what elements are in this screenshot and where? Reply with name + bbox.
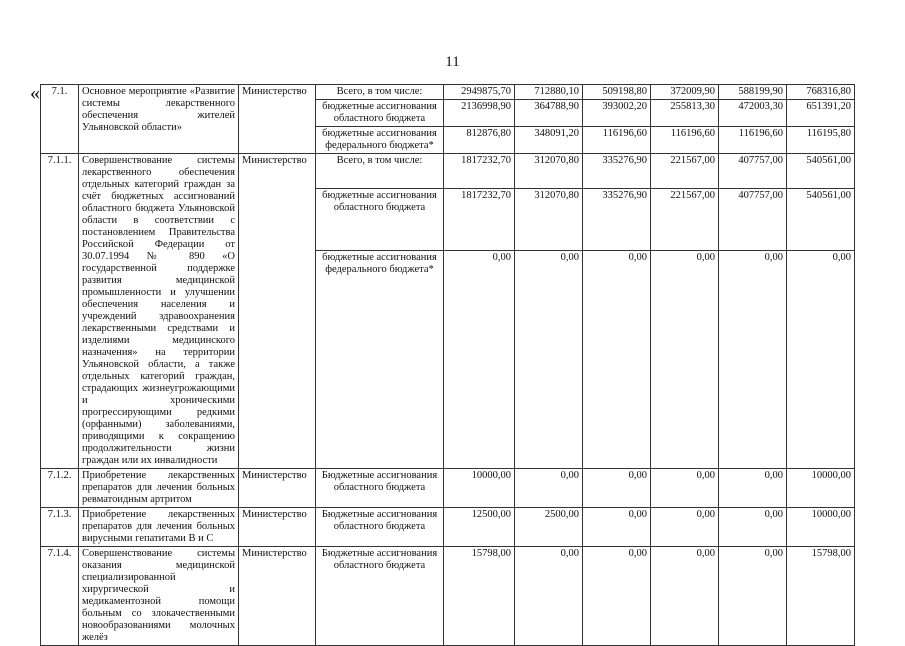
amount-total: 2949875,70	[444, 85, 515, 100]
funding-source: бюджетные ассигнования областного бюджета	[316, 100, 444, 127]
amount-year-5: 768316,80	[787, 85, 855, 100]
amount-total: 10000,00	[444, 469, 515, 508]
amount-year-4: 472003,30	[719, 100, 787, 127]
table-row	[41, 508, 855, 547]
row-number: 7.1.4.	[41, 547, 79, 646]
amount-year-3: 0,00	[651, 469, 719, 508]
amount-total: 812876,80	[444, 127, 515, 154]
amount-total: 1817232,70	[444, 154, 515, 189]
row-number: 7.1.	[41, 85, 79, 154]
funding-source: бюджетные ассигнования областного бюджета	[316, 188, 444, 250]
amount-year-4: 0,00	[719, 469, 787, 508]
amount-year-3: 221567,00	[651, 188, 719, 250]
amount-year-4: 588199,90	[719, 85, 787, 100]
amount-year-4: 0,00	[719, 251, 787, 469]
amount-year-1: 364788,90	[515, 100, 583, 127]
executor: Министерство	[239, 154, 316, 469]
amount-year-1: 2500,00	[515, 508, 583, 547]
amount-year-5: 651391,20	[787, 100, 855, 127]
amount-year-2: 0,00	[583, 469, 651, 508]
amount-year-2: 0,00	[583, 547, 651, 646]
funding-source: Бюджетные ассигнования областного бюджета	[316, 469, 444, 508]
amount-year-4: 116196,60	[719, 127, 787, 154]
amount-year-2: 509198,80	[583, 85, 651, 100]
measure-description	[79, 85, 239, 154]
executor: Министерство	[239, 469, 316, 508]
funding-source: бюджетные ассигнования федерального бюджета*	[316, 127, 444, 154]
amount-year-5: 10000,00	[787, 469, 855, 508]
row-number: 7.1.1.	[41, 154, 79, 469]
table-row	[41, 547, 855, 646]
measure-description	[79, 508, 239, 547]
amount-year-3: 372009,90	[651, 85, 719, 100]
amount-year-3: 0,00	[651, 508, 719, 547]
amount-year-3: 221567,00	[651, 154, 719, 189]
funding-source: Бюджетные ассигнования областного бюджета	[316, 508, 444, 547]
amount-year-1: 0,00	[515, 251, 583, 469]
amount-year-3: 0,00	[651, 547, 719, 646]
table-row	[41, 469, 855, 508]
measure-description-text: Совершенствование системы лекарственного обеспечения отдельных категорий граждан за счёт бюджетных ассигнований областного бюджета Ульяновской области в соответствии с постановлением Правительства Российской Федерации от 30.07.1994 № 890 «О государственной поддержке развития медицинской промышленности и улучшении обеспечения населения и учреждений здравоохранения лекарственными средствами и изделиями медицинского назначения» на территории Ульяновской области, а также отдельных категорий граждан, страдающих жизнеугрожающими и хроническими прогрессирующими редкими (орфанными) заболеваниями, приводящими к сокращению продолжительности жизни граждан или их инвалидности	[82, 155, 235, 466]
amount-total: 15798,00	[444, 547, 515, 646]
amount-total: 0,00	[444, 251, 515, 469]
executor: Министерство	[239, 547, 316, 646]
amount-year-1: 312070,80	[515, 154, 583, 189]
table-row	[41, 154, 855, 189]
page-number: 11	[445, 54, 460, 70]
amount-year-4: 0,00	[719, 547, 787, 646]
row-number: 7.1.3.	[41, 508, 79, 547]
amount-year-2: 335276,90	[583, 154, 651, 189]
amount-year-2: 335276,90	[583, 188, 651, 250]
funding-source: бюджетные ассигнования федерального бюджета*	[316, 251, 444, 469]
amount-year-5: 540561,00	[787, 188, 855, 250]
executor: Министерство	[239, 85, 316, 154]
amount-year-5: 0,00	[787, 251, 855, 469]
amount-year-5: 116195,80	[787, 127, 855, 154]
table-row	[41, 85, 855, 100]
amount-year-4: 407757,00	[719, 188, 787, 250]
amount-year-3: 116196,60	[651, 127, 719, 154]
row-number: 7.1.2.	[41, 469, 79, 508]
amount-total: 12500,00	[444, 508, 515, 547]
executor: Министерство	[239, 508, 316, 547]
amount-total: 2136998,90	[444, 100, 515, 127]
amount-year-1: 348091,20	[515, 127, 583, 154]
budget-table	[40, 84, 855, 646]
measure-description	[79, 469, 239, 508]
amount-year-5: 10000,00	[787, 508, 855, 547]
amount-year-2: 0,00	[583, 508, 651, 547]
amount-year-1: 712880,10	[515, 85, 583, 100]
amount-total: 1817232,70	[444, 188, 515, 250]
measure-description-text: Приобретение лекарственных препаратов для лечения больных ревматоидным артритом	[82, 470, 235, 505]
amount-year-2: 116196,60	[583, 127, 651, 154]
measure-description-text: Совершенствование системы оказания медицинской специализированной хирургической и медикаментозной помощи больным со злокачественными новообразованиями молочных желёз	[82, 548, 235, 643]
funding-source: Всего, в том числе:	[316, 85, 444, 100]
amount-year-4: 0,00	[719, 508, 787, 547]
amount-year-1: 312070,80	[515, 188, 583, 250]
amount-year-4: 407757,00	[719, 154, 787, 189]
measure-description-text: Приобретение лекарственных препаратов для лечения больных вирусными гепатитами В и С	[82, 509, 235, 544]
amount-year-3: 255813,30	[651, 100, 719, 127]
opening-quote-mark: «	[30, 82, 40, 104]
measure-description-text: Основное мероприятие «Развитие системы лекарственного обеспечения жителей Ульяновской области»	[82, 86, 235, 133]
amount-year-3: 0,00	[651, 251, 719, 469]
amount-year-2: 393002,20	[583, 100, 651, 127]
amount-year-2: 0,00	[583, 251, 651, 469]
amount-year-1: 0,00	[515, 547, 583, 646]
amount-year-5: 540561,00	[787, 154, 855, 189]
measure-description	[79, 154, 239, 469]
amount-year-1: 0,00	[515, 469, 583, 508]
amount-year-5: 15798,00	[787, 547, 855, 646]
funding-source: Бюджетные ассигнования областного бюджета	[316, 547, 444, 646]
funding-source: Всего, в том числе:	[316, 154, 444, 189]
measure-description	[79, 547, 239, 646]
